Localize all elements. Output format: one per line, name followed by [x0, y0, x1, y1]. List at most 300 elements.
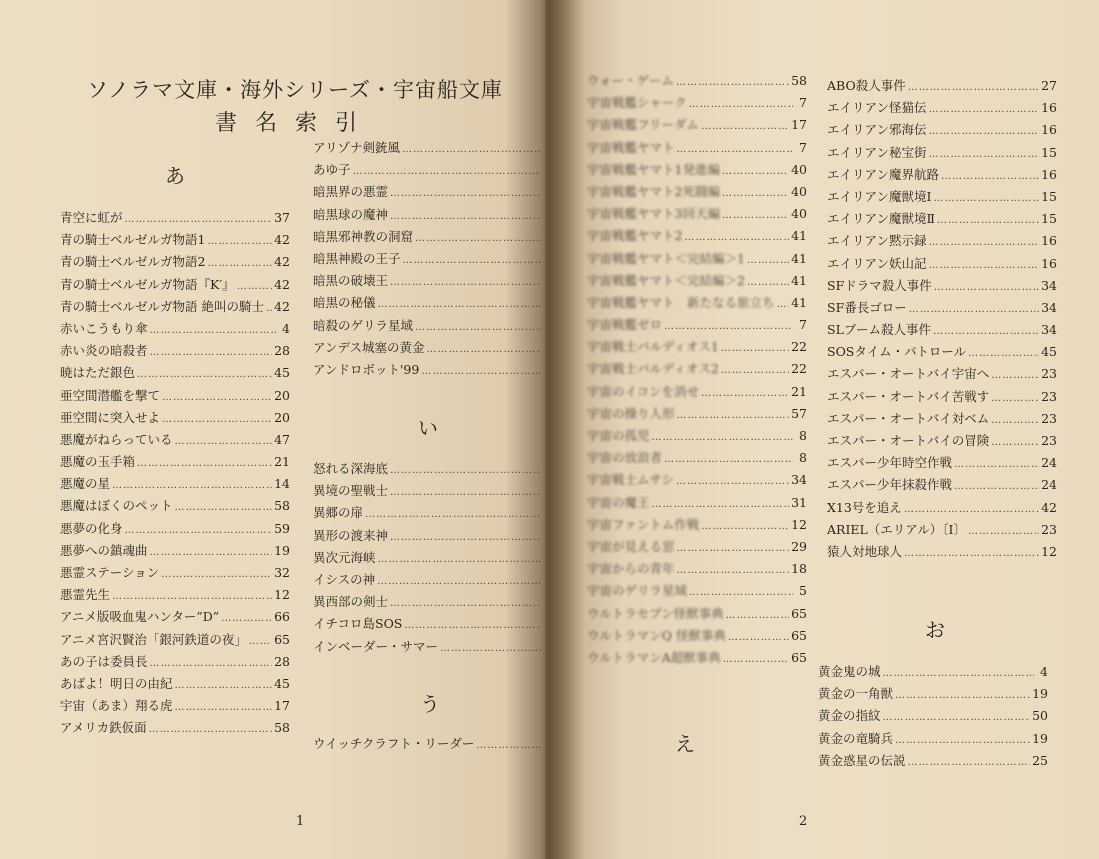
leader-dots	[664, 316, 793, 338]
entry-page: 47	[274, 431, 290, 447]
entry-page: 5	[799, 583, 807, 599]
entry-page: 41	[791, 250, 807, 266]
entry-title: 亜空間潜艦を撃て	[60, 387, 161, 403]
leader-dots	[883, 707, 1031, 729]
entry-title: エイリアン邪海伝	[827, 122, 927, 138]
entry-page: 8	[799, 428, 807, 443]
entry-page: 18	[791, 561, 807, 577]
index-entry	[587, 292, 807, 314]
leader-dots	[933, 321, 1039, 343]
index-entry	[60, 673, 290, 695]
entry-page: 23	[1041, 410, 1057, 426]
entry-page: 21	[791, 383, 807, 399]
entry-title: ABO殺人事件	[827, 78, 906, 93]
section-heading-i: い	[418, 416, 438, 440]
leader-dots	[175, 697, 273, 719]
entry-title: 黄金の竜騎兵	[818, 730, 894, 746]
index-entry	[818, 705, 1048, 727]
leader-dots	[929, 144, 1040, 166]
index-entry	[587, 536, 807, 558]
entry-title: 宇宙戦士バルディオス1	[587, 339, 719, 355]
entry-title: 暁はただ銀色	[60, 365, 136, 381]
entry-page: 14	[274, 476, 290, 492]
entry-title: エスパー少年時空作戦	[827, 455, 953, 471]
leader-dots	[652, 427, 793, 449]
entry-page: 31	[791, 494, 807, 510]
index-entry	[587, 469, 807, 491]
index-entry	[60, 207, 290, 229]
index-entry	[587, 159, 807, 181]
index-column-right-2o	[818, 661, 1048, 772]
index-entry	[827, 319, 1057, 341]
leader-dots	[722, 205, 789, 227]
entry-title: 宇宙戦艦ヤマト2死闘編	[587, 183, 720, 199]
book-gutter	[505, 0, 585, 859]
entry-page: 58	[274, 720, 290, 736]
entry-title: 青の騎士ベルゼルガ物語『K′』	[60, 276, 235, 292]
leader-dots	[137, 453, 272, 475]
entry-title: SFドラマ殺人事件	[827, 277, 932, 293]
entry-title: エイリアン秘宝街	[827, 144, 927, 160]
entry-page: 45	[274, 675, 290, 691]
page-number-right: 2	[799, 814, 808, 829]
index-entry	[60, 695, 290, 717]
entry-page: 34	[1041, 299, 1057, 315]
entry-title: エスパー・オートバイ宇宙へ	[827, 366, 990, 382]
entry-page: 41	[791, 294, 807, 310]
entry-title: エスパー・オートバイ対ベム	[827, 410, 990, 426]
entry-title: ウォー・ゲーム	[587, 73, 675, 88]
leader-dots	[929, 232, 1040, 254]
index-entry	[827, 275, 1057, 297]
entry-title: ウルトラマンQ 怪獣事典	[587, 627, 726, 643]
entry-title: 黄金惑星の伝説	[818, 752, 906, 768]
entry-page: 27	[1041, 78, 1057, 93]
leader-dots	[929, 99, 1040, 121]
entry-title: エイリアン魔界航路	[827, 166, 940, 182]
entry-title: 暗黒界の悪霊	[313, 184, 389, 200]
index-entry	[587, 580, 807, 602]
entry-title: 暗黒の秘儀	[313, 295, 376, 311]
entry-title: エスパー・オートバイ苦戦す	[827, 388, 990, 404]
leader-dots	[721, 360, 789, 382]
index-entry	[60, 229, 290, 251]
index-entry	[587, 248, 807, 270]
entry-page: 45	[1041, 344, 1057, 360]
leader-dots	[991, 410, 1039, 432]
entry-title: エイリアン怪猫伝	[827, 100, 927, 116]
leader-dots	[954, 476, 1039, 498]
entry-title: 赤い炎の暗殺者	[60, 343, 148, 359]
entry-page: 20	[274, 387, 290, 403]
leader-dots	[701, 116, 789, 138]
entry-title: アンドロボット'99	[313, 361, 420, 377]
entry-title: 宇宙戦艦フリーダム	[587, 117, 700, 133]
leader-dots	[909, 299, 1039, 321]
entry-page: 57	[791, 405, 807, 421]
entry-page: 25	[1032, 752, 1048, 768]
leader-dots	[991, 388, 1039, 410]
entry-page: 17	[791, 117, 807, 133]
entry-title: 宇宙戦艦ゼロ	[587, 317, 663, 333]
entry-title: アニメ宮沢賢治「銀河鉄道の夜」	[60, 631, 247, 647]
index-entry	[587, 70, 807, 92]
leader-dots	[150, 653, 273, 675]
entry-page: 23	[1041, 388, 1057, 404]
leader-dots	[968, 521, 1039, 543]
entry-page: 65	[791, 627, 807, 643]
entry-page: 28	[274, 653, 290, 669]
leader-dots	[941, 166, 1039, 188]
leader-dots	[150, 342, 273, 364]
entry-title: 宇宙の魔王	[587, 494, 650, 510]
entry-title: 異次元海峡	[313, 549, 376, 565]
leader-dots	[112, 475, 272, 497]
entry-page: 42	[274, 254, 290, 270]
index-entry	[827, 497, 1057, 519]
index-entry	[587, 203, 807, 225]
leader-dots	[125, 209, 273, 231]
leader-dots	[904, 543, 1039, 565]
entry-page: 7	[799, 139, 807, 155]
index-column-right-1	[587, 70, 807, 669]
entry-title: SF番長ゴロー	[827, 299, 907, 315]
entry-title: エイリアン妖山記	[827, 255, 927, 271]
index-entry	[818, 683, 1048, 705]
entry-title: 青空に虹が	[60, 210, 123, 225]
entry-title: エイリアン黙示録	[827, 233, 927, 249]
index-entry	[587, 137, 807, 159]
index-column-left-1	[60, 207, 290, 740]
entry-title: 暗黒球の魔神	[313, 206, 389, 222]
entry-page: 12	[274, 587, 290, 603]
entry-title: 宇宙戦士バルディオス2	[587, 361, 719, 377]
entry-title: ウルトラマンA超獣事典	[587, 649, 721, 665]
index-entry	[60, 584, 290, 606]
entry-title: 悪魔の星	[60, 476, 111, 492]
leader-dots	[237, 276, 272, 298]
index-entry	[60, 540, 290, 562]
index-entry	[60, 251, 290, 273]
leader-dots	[747, 250, 789, 272]
entry-title: あの子は委員長	[60, 653, 148, 669]
leader-dots	[137, 364, 272, 386]
index-entry	[587, 603, 807, 625]
entry-title: あゆ子	[313, 162, 351, 178]
entry-title: 怒れる深海底	[313, 461, 389, 476]
entry-title: 異境の聖戦士	[313, 483, 389, 499]
entry-title: 宇宙戦艦シャーク	[587, 95, 687, 111]
section-heading-u: う	[420, 692, 440, 716]
entry-page: 40	[791, 206, 807, 222]
index-entry	[827, 186, 1057, 208]
leader-dots	[162, 409, 272, 431]
entry-title: 宇宙戦士ムサシ	[587, 472, 675, 488]
index-entry	[60, 362, 290, 384]
leader-dots	[937, 210, 1039, 232]
entry-page: 17	[274, 698, 290, 714]
entry-title: 悪夢の化身	[60, 520, 123, 536]
leader-dots	[677, 560, 790, 582]
entry-title: 宇宙のゲリラ星域	[587, 583, 688, 599]
index-entry	[60, 407, 290, 429]
entry-title: 悪魔がねらっている	[60, 431, 173, 447]
entry-page: 42	[274, 298, 290, 314]
entry-title: 青の騎士ベルゼルガ物語1	[60, 232, 206, 248]
index-entry	[60, 562, 290, 584]
entry-page: 19	[274, 542, 290, 558]
entry-page: 65	[791, 649, 807, 665]
entry-title: 亜空間に突入せよ	[60, 409, 161, 425]
index-entry	[827, 541, 1057, 563]
right-page	[545, 0, 1099, 859]
entry-title: 宇宙ファントム作戦	[587, 516, 700, 532]
leader-dots	[728, 627, 789, 649]
entry-title: 悪魔はぼくのペット	[60, 498, 173, 514]
entry-page: 34	[791, 472, 807, 488]
entry-title: エイリアン魔獣境Ⅱ	[827, 211, 935, 227]
leader-dots	[677, 538, 790, 560]
entry-title: 宇宙戦艦ヤマト	[587, 139, 675, 155]
entry-title: 青の騎士ベルゼルガ物語 絶叫の騎士	[60, 298, 264, 314]
index-entry	[587, 425, 807, 447]
index-entry	[587, 358, 807, 380]
leader-dots	[904, 499, 1039, 521]
index-entry	[587, 647, 807, 669]
entry-title: 宇宙戦艦ヤマト2	[587, 228, 683, 244]
entry-page: 40	[791, 183, 807, 199]
index-entry	[827, 519, 1057, 541]
leader-dots	[150, 320, 276, 342]
entry-page: 50	[1032, 708, 1048, 724]
index-entry	[827, 142, 1057, 164]
leader-dots	[125, 520, 273, 542]
entry-page: 40	[791, 161, 807, 177]
entry-title: 黄金の指紋	[818, 708, 881, 724]
entry-page: 22	[791, 339, 807, 355]
entry-title: アニメ版吸血鬼ハンター”D”	[60, 609, 220, 625]
index-entry	[60, 451, 290, 473]
leader-dots	[684, 227, 789, 249]
entry-title: 宇宙が見える窓	[587, 538, 675, 554]
page-number-left: 1	[296, 814, 305, 829]
entry-title: 悪魔の玉手箱	[60, 454, 136, 470]
entry-title: 宇宙の放浪者	[587, 450, 663, 466]
leader-dots	[883, 663, 1034, 685]
leader-dots	[249, 631, 272, 653]
entry-title: アリゾナ剣銃風	[313, 140, 401, 155]
entry-title: 宇宙戦艦ヤマト 新たなる旅立ち	[587, 294, 775, 310]
entry-page: 42	[1041, 499, 1057, 515]
index-entry	[827, 474, 1057, 496]
entry-page: 58	[274, 498, 290, 514]
index-entry	[587, 492, 807, 514]
index-entry	[818, 661, 1048, 683]
index-entry	[587, 314, 807, 336]
leader-dots	[908, 752, 1031, 774]
entry-title: イシスの神	[313, 571, 376, 587]
index-entry	[60, 629, 290, 651]
entry-title: SOSタイム・パトロール	[827, 344, 967, 360]
index-entry	[60, 296, 290, 318]
leader-dots	[652, 494, 790, 516]
leader-dots	[676, 72, 789, 94]
leader-dots	[723, 649, 789, 671]
leader-dots	[175, 431, 273, 453]
leader-dots	[777, 294, 790, 316]
left-page	[0, 0, 545, 859]
leader-dots	[908, 77, 1039, 99]
index-entry	[60, 385, 290, 407]
entry-title: 悪霊ステーション	[60, 565, 160, 580]
index-entry	[818, 750, 1048, 772]
entry-page: 4	[1040, 664, 1048, 679]
entry-page: 65	[274, 631, 290, 647]
entry-page: 15	[1041, 211, 1057, 227]
index-entry	[60, 274, 290, 296]
leader-dots	[991, 432, 1039, 454]
leader-dots	[747, 272, 789, 294]
entry-title: 宇宙戦艦ヤマト＜完結編＞1	[587, 250, 745, 266]
entry-title: ウイッチクラフト・リーダー	[313, 736, 475, 751]
entry-page: 41	[791, 228, 807, 244]
entry-page: 24	[1041, 477, 1057, 493]
leader-dots	[895, 685, 1030, 707]
entry-title: 黄金鬼の城	[818, 664, 881, 679]
index-entry	[587, 381, 807, 403]
leader-dots	[677, 405, 790, 427]
index-entry	[60, 495, 290, 517]
index-entry	[587, 336, 807, 358]
entry-page: 28	[274, 343, 290, 359]
leader-dots	[722, 161, 789, 183]
series-title: ソノラマ文庫・海外シリーズ・宇宙船文庫	[86, 78, 504, 102]
leader-dots	[701, 383, 789, 405]
leader-dots	[701, 516, 789, 538]
entry-page: 23	[1041, 433, 1057, 448]
leader-dots	[266, 298, 272, 320]
index-entry	[827, 386, 1057, 408]
entry-page: 32	[274, 565, 290, 580]
entry-page: 59	[274, 520, 290, 536]
entry-title: 異西部の剣士	[313, 594, 389, 610]
entry-title: 異郷の扉	[313, 505, 364, 521]
entry-page: 24	[1041, 455, 1057, 471]
leader-dots	[934, 277, 1039, 299]
entry-page: 21	[274, 454, 290, 470]
leader-dots	[149, 719, 272, 741]
entry-title: エスパー・オートバイの冒険	[827, 433, 990, 448]
entry-title: エイリアン魔獣境Ⅰ	[827, 188, 932, 204]
entry-page: 45	[274, 365, 290, 381]
leader-dots	[112, 586, 272, 608]
index-entry	[587, 114, 807, 136]
leader-dots	[175, 497, 273, 519]
entry-page: 23	[1041, 366, 1057, 382]
index-entry	[827, 164, 1057, 186]
entry-title: 宇宙戦艦ヤマト＜完結編＞2	[587, 272, 745, 288]
entry-page: 8	[799, 450, 807, 466]
index-entry	[60, 473, 290, 495]
index-entry	[60, 717, 290, 739]
entry-page: 37	[274, 210, 290, 225]
entry-title: 暗黒神殿の王子	[313, 250, 401, 266]
entry-title: ARIEL（エリアル）〔Ⅰ〕	[827, 521, 966, 537]
entry-title: 青の騎士ベルゼルガ物語2	[60, 254, 206, 270]
entry-title: 宇宙の孤児	[587, 428, 650, 443]
index-entry	[818, 728, 1048, 750]
entry-page: 16	[1041, 100, 1057, 116]
entry-title: 異形の渡来神	[313, 527, 389, 543]
leader-dots	[689, 582, 793, 604]
leader-dots	[726, 605, 789, 627]
entry-page: 58	[791, 73, 807, 88]
leader-dots	[689, 94, 793, 116]
entry-page: 22	[791, 361, 807, 377]
entry-title: 黄金の一角獣	[818, 686, 894, 702]
entry-page: 34	[1041, 277, 1057, 293]
entry-title: アンデス城塞の黄金	[313, 339, 425, 355]
leader-dots	[677, 139, 793, 161]
index-entry	[587, 225, 807, 247]
entry-page: 19	[1032, 686, 1048, 702]
leader-dots	[929, 255, 1040, 277]
index-entry	[587, 403, 807, 425]
entry-title: イチコロ島SOS	[313, 616, 403, 632]
leader-dots	[162, 387, 272, 409]
index-entry	[587, 514, 807, 536]
entry-page: 4	[282, 320, 290, 336]
entry-title: インベーダー・サマー	[313, 638, 439, 654]
entry-page: 42	[274, 232, 290, 248]
index-entry	[587, 447, 807, 469]
leader-dots	[221, 608, 272, 630]
entry-page: 20	[274, 409, 290, 425]
index-entry	[827, 452, 1057, 474]
entry-page: 16	[1041, 122, 1057, 138]
leader-dots	[161, 564, 272, 586]
leader-dots	[207, 231, 272, 253]
index-entry	[587, 181, 807, 203]
entry-page: 16	[1041, 166, 1057, 182]
entry-page: 23	[1041, 521, 1057, 537]
index-entry	[60, 429, 290, 451]
index-entry	[60, 651, 290, 673]
index-entry	[60, 340, 290, 362]
entry-page: 12	[1041, 543, 1057, 559]
entry-page: 65	[791, 605, 807, 621]
leader-dots	[895, 730, 1030, 752]
leader-dots	[933, 188, 1039, 210]
entry-title: 宇宙（あま）翔る虎	[60, 698, 173, 714]
entry-page: 15	[1041, 144, 1057, 160]
entry-page: 34	[1041, 322, 1057, 338]
index-entry	[60, 318, 290, 340]
entry-title: 宇宙戦艦ヤマト1発進編	[587, 161, 720, 177]
leader-dots	[664, 449, 793, 471]
entry-page: 41	[791, 272, 807, 288]
entry-page: 7	[799, 95, 807, 111]
entry-page: 19	[1032, 730, 1048, 746]
index-entry	[827, 408, 1057, 430]
entry-page: 42	[274, 276, 290, 292]
index-entry	[587, 92, 807, 114]
index-entry	[587, 558, 807, 580]
index-entry	[60, 606, 290, 628]
index-entry	[827, 430, 1057, 452]
entry-title: 宇宙戦艦ヤマト3回天編	[587, 206, 720, 222]
entry-title: 暗黒の破壊王	[313, 273, 389, 289]
